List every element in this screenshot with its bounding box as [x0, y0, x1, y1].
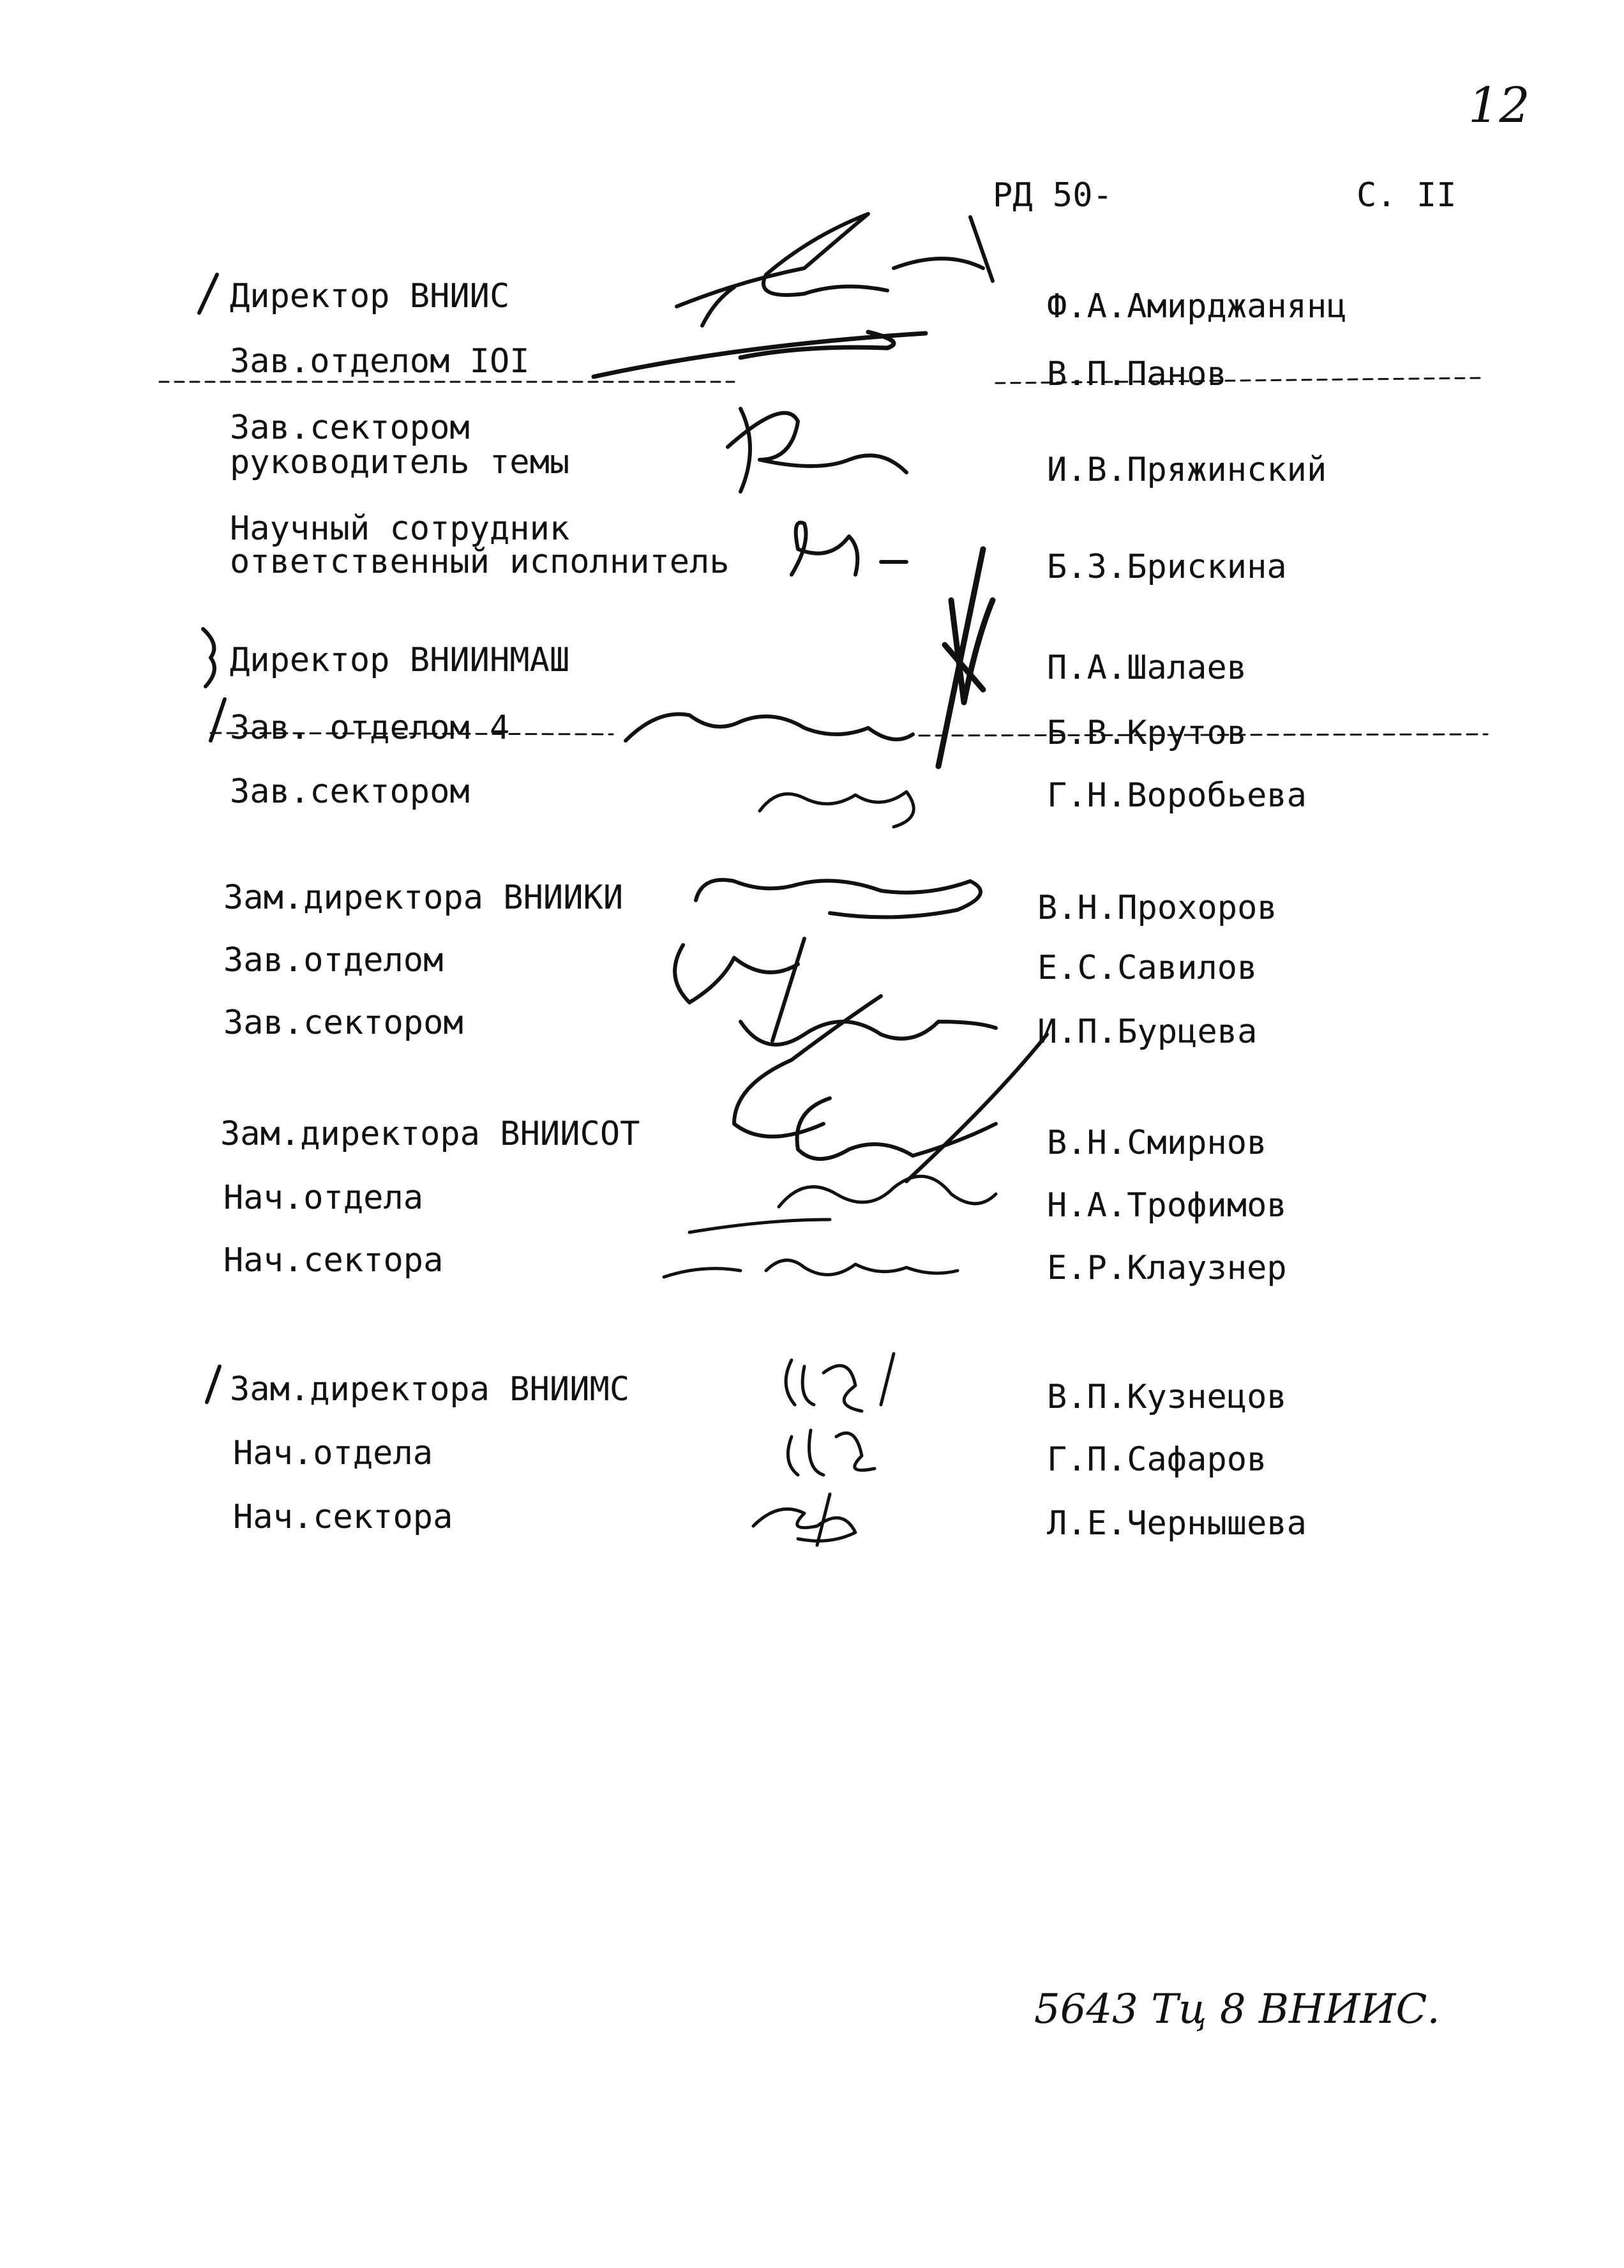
- name-smirnov: В.Н.Смирнов: [1047, 1124, 1267, 1162]
- position-deputy-director-vniisot: Зам.директора ВНИИСОТ: [220, 1115, 640, 1153]
- signature-shalaev: [938, 549, 993, 766]
- position-head-dept-vniims: Нач.отдела: [233, 1434, 433, 1472]
- signature-savilov: [675, 939, 804, 1041]
- signature-kuznetsov: [786, 1354, 894, 1411]
- margin-tick-mark: [199, 275, 217, 313]
- position-researcher-line2: ответственный исполнитель: [230, 543, 730, 581]
- name-savilov: Е.С.Савилов: [1037, 949, 1258, 987]
- position-head-dept-101: Зав.отделом IOI: [230, 342, 530, 381]
- position-head-dept-vniiki: Зав.отделом: [223, 941, 444, 979]
- signature-chernysheva: [753, 1494, 855, 1545]
- position-director-vniinmash: Директор ВНИИНМАШ: [230, 641, 570, 679]
- signature-vorobyova: [760, 792, 914, 827]
- signature-smirnov: [797, 1034, 1047, 1181]
- name-klauzner: Е.Р.Клаузнер: [1047, 1249, 1287, 1287]
- name-shalaev: П.А.Шалаев: [1047, 649, 1247, 687]
- signature-pryazhinsky: [728, 409, 906, 492]
- name-pryazhinsky: И.В.Пряжинский: [1047, 451, 1327, 489]
- position-director-vniis: Директор ВНИИС: [230, 277, 510, 315]
- name-krutov: Б.В.Крутов: [1047, 714, 1247, 752]
- position-head-dept-vniisot: Нач.отдела: [223, 1179, 424, 1217]
- name-trofimov: Н.А.Трофимов: [1047, 1186, 1287, 1225]
- page-label: С. II: [1357, 176, 1457, 215]
- signature-safarov: [788, 1430, 875, 1475]
- handwritten-page-number: 12: [1468, 77, 1530, 133]
- margin-tick-mark: [211, 699, 225, 741]
- margin-tick-mark: [203, 629, 214, 686]
- position-head-sector-line2: руководитель темы: [230, 443, 570, 481]
- doc-code: РД 50-: [993, 176, 1113, 215]
- position-deputy-director-vniims: Зам.директора ВНИИМС: [230, 1370, 630, 1409]
- signature-briskina: [792, 522, 906, 575]
- position-head-sector-line1: Зав.сектором: [230, 409, 470, 447]
- position-deputy-director-vniiki: Зам.директора ВНИИКИ: [223, 879, 624, 917]
- position-head-sector-vniisot: Нач.сектора: [223, 1241, 444, 1280]
- signature-klauzner: [664, 1260, 958, 1277]
- position-head-sector-vniims: Нач.сектора: [233, 1498, 453, 1536]
- position-head-sector-vniinmash: Зав.сектором: [230, 773, 470, 811]
- name-chernysheva: Л.Е.Чернышева: [1047, 1504, 1307, 1543]
- name-safarov: Г.П.Сафаров: [1047, 1440, 1267, 1479]
- signature-amirdzhanyants: [677, 214, 993, 326]
- name-vorobyova: Г.Н.Воробьева: [1047, 776, 1307, 815]
- signature-trofimov: [689, 1176, 996, 1232]
- name-panov: В.П.Панов: [1047, 355, 1227, 393]
- dashed-rule: [160, 378, 1481, 383]
- name-amirdzhanyants: Ф.А.Амирджанянц: [1047, 287, 1347, 326]
- name-kuznetsov: В.П.Кузнецов: [1047, 1378, 1287, 1416]
- signature-prokhorov: [696, 880, 981, 917]
- signature-panov: [594, 332, 926, 377]
- name-prokhorov: В.Н.Прохоров: [1037, 889, 1277, 927]
- signature-krutov: [626, 714, 913, 741]
- position-researcher-line1: Научный сотрудник: [230, 510, 570, 548]
- position-head-sector-vniiki: Зав.сектором: [223, 1004, 463, 1042]
- signature-burtseva: [734, 996, 996, 1137]
- name-briskina: Б.З.Брискина: [1047, 548, 1287, 586]
- margin-tick-mark: [207, 1366, 220, 1402]
- handwritten-footer-note: 5643 Тц 8 ВНИИС.: [1034, 1986, 1440, 2033]
- position-head-dept-4: Зав. отделом 4: [230, 709, 510, 747]
- name-burtseva: И.П.Бурцева: [1037, 1013, 1258, 1051]
